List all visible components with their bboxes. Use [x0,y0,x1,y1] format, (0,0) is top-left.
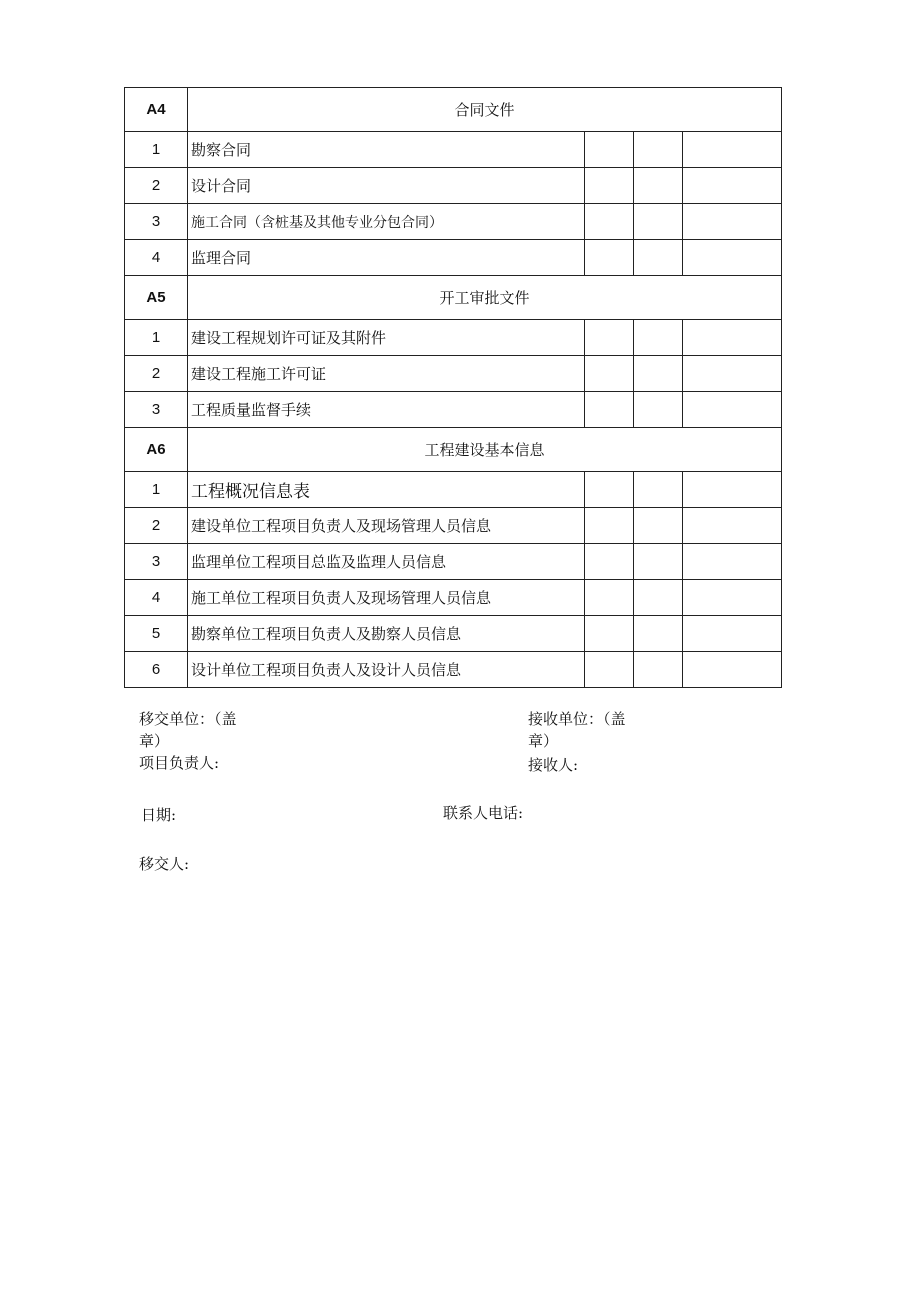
blank-cell [683,204,782,240]
date-label: 日期: [141,806,177,824]
section-header-row [125,88,782,132]
blank-cell [634,544,683,580]
section-code: A6 [125,428,188,472]
item-name: 施工合同（含桩基及其他专业分包合同） [188,204,585,240]
item-name: 勘察合同 [188,132,585,168]
section-title: 工程建设基本信息 [188,428,782,472]
receive-unit-line2: 章） [528,732,559,750]
item-number: 3 [125,544,188,580]
blank-cell [683,508,782,544]
archive-transfer-table [124,87,782,688]
table-row [125,168,782,204]
section-title: 开工审批文件 [188,276,782,320]
blank-cell [683,356,782,392]
item-number: 2 [125,168,188,204]
blank-cell [585,616,634,652]
item-name: 施工单位工程项目负责人及现场管理人员信息 [188,580,585,616]
table-row [125,616,782,652]
section-code: A5 [125,276,188,320]
blank-cell [634,472,683,508]
item-number: 2 [125,356,188,392]
item-number: 4 [125,580,188,616]
transfer-unit-line2: 章） [139,732,170,750]
item-number: 1 [125,132,188,168]
item-number: 2 [125,508,188,544]
section-header-row [125,428,782,472]
item-name: 监理单位工程项目总监及监理人员信息 [188,544,585,580]
item-number: 1 [125,472,188,508]
table-row [125,508,782,544]
item-number: 3 [125,204,188,240]
blank-cell [634,508,683,544]
blank-cell [585,508,634,544]
blank-cell [634,204,683,240]
blank-cell [683,544,782,580]
item-name: 勘察单位工程项目负责人及勘察人员信息 [188,616,585,652]
blank-cell [634,132,683,168]
blank-cell [634,240,683,276]
blank-cell [585,392,634,428]
item-name: 设计合同 [188,168,585,204]
blank-cell [634,168,683,204]
table-row [125,204,782,240]
item-number: 1 [125,320,188,356]
table-row [125,356,782,392]
blank-cell [683,392,782,428]
transferor-label: 移交人: [139,855,190,873]
transfer-unit-line1: 移交单位：（盖 [139,710,237,728]
blank-cell [683,132,782,168]
blank-cell [683,472,782,508]
blank-cell [585,544,634,580]
item-name: 工程概况信息表 [188,472,585,508]
table-row [125,320,782,356]
blank-cell [585,472,634,508]
transfer-unit-label [139,708,237,774]
blank-cell [683,320,782,356]
receive-unit-line1: 接收单位：（盖 [528,710,626,728]
blank-cell [683,168,782,204]
item-name: 建设单位工程项目负责人及现场管理人员信息 [188,508,585,544]
table-row [125,580,782,616]
receiver-label: 接收人: [528,756,579,774]
item-name: 工程质量监督手续 [188,392,585,428]
blank-cell [634,580,683,616]
table-row [125,132,782,168]
blank-cell [634,320,683,356]
table-row [125,544,782,580]
blank-cell [634,616,683,652]
receive-unit-label [528,708,626,776]
table-row [125,472,782,508]
blank-cell [634,392,683,428]
item-name: 建设工程规划许可证及其附件 [188,320,585,356]
item-number: 3 [125,392,188,428]
blank-cell [585,320,634,356]
blank-cell [585,240,634,276]
section-code: A4 [125,88,188,132]
item-number: 6 [125,652,188,688]
item-name: 建设工程施工许可证 [188,356,585,392]
section-title: 合同文件 [188,88,782,132]
section-header-row [125,276,782,320]
blank-cell [683,616,782,652]
contact-phone-label: 联系人电话: [443,804,524,822]
project-leader-label: 项目负责人: [139,754,220,772]
item-name: 设计单位工程项目负责人及设计人员信息 [188,652,585,688]
blank-cell [585,652,634,688]
blank-cell [683,240,782,276]
blank-cell [585,580,634,616]
blank-cell [585,204,634,240]
blank-cell [585,168,634,204]
blank-cell [683,580,782,616]
blank-cell [585,356,634,392]
table-row [125,652,782,688]
item-number: 5 [125,616,188,652]
blank-cell [683,652,782,688]
table-row [125,392,782,428]
item-name: 监理合同 [188,240,585,276]
table-row [125,240,782,276]
blank-cell [634,652,683,688]
item-number: 4 [125,240,188,276]
blank-cell [585,132,634,168]
blank-cell [634,356,683,392]
